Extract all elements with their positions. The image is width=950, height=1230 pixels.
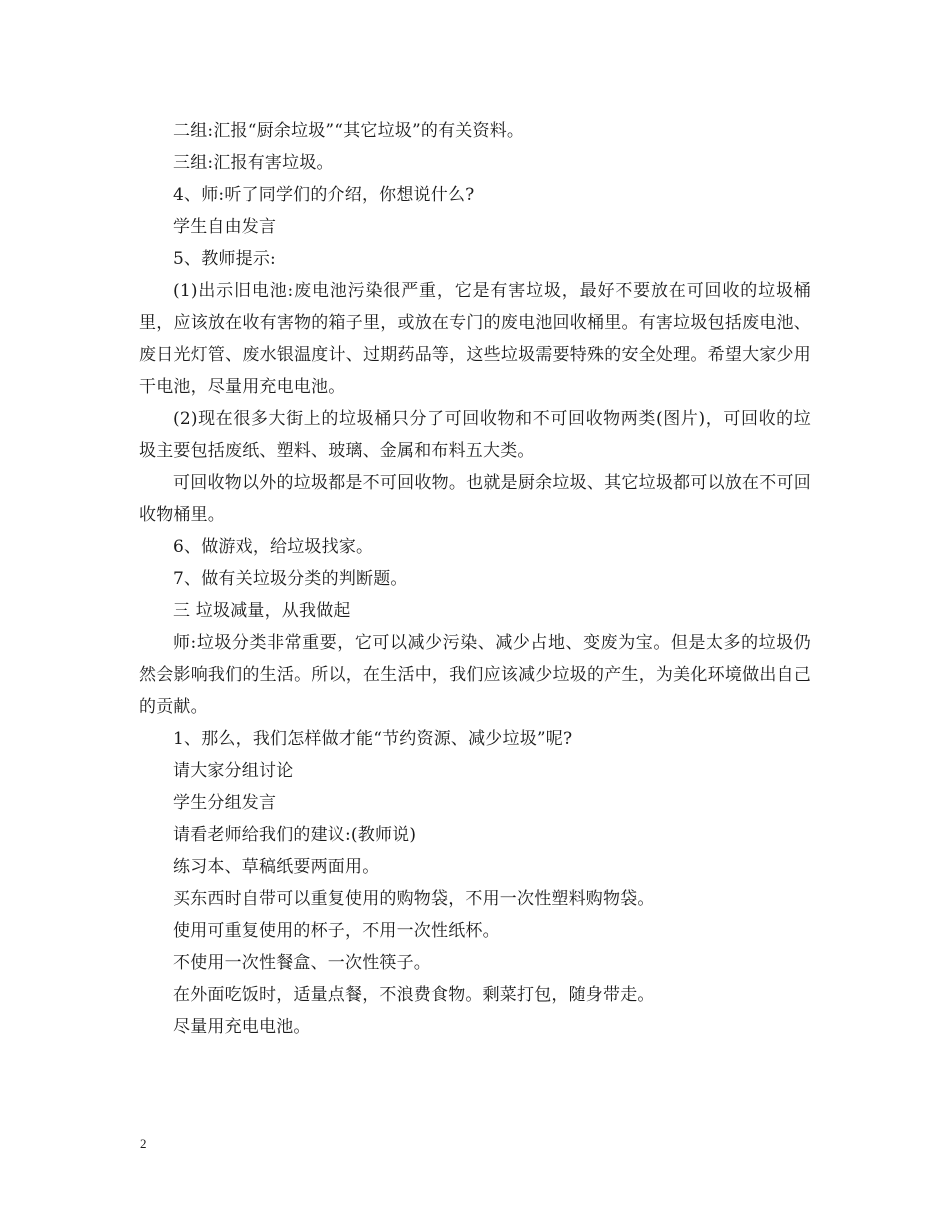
paragraph-old-battery: (1)出示旧电池:废电池污染很严重，它是有害垃圾，最好不要放在可回收的垃圾桶里，应该放在收有害物的箱子里，或放在专门的废电池回收桶里。有害垃圾包括废电池、废日光灯管、废水银温度计、过期药品等，这些垃圾需要特殊的安全处理。希望大家少用干电池，尽量用充电电池。 xyxy=(139,281,811,397)
paragraph-street-bins: (2)现在很多大街上的垃圾桶只分了可回收物和不可回收物两类(图片)，可回收的垃圾主要包括废纸、塑料、玻璃、金属和布料五大类。 xyxy=(139,409,811,461)
paragraph-step7-quiz: 7、做有关垃圾分类的判断题。 xyxy=(173,569,408,589)
paragraph-group-discussion: 请大家分组讨论 xyxy=(173,761,294,781)
paragraph-group-speech: 学生分组发言 xyxy=(173,793,277,813)
paragraph-advice-bags: 买东西时自带可以重复使用的购物袋，不用一次性塑料购物袋。 xyxy=(173,889,655,909)
paragraph-step4-question: 4、师:听了同学们的介绍，你想说什么? xyxy=(173,185,475,205)
paragraph-step6-game: 6、做游戏，给垃圾找家。 xyxy=(173,537,374,557)
page-content xyxy=(139,115,811,1043)
paragraph-advice-batteries: 尽量用充电电池。 xyxy=(173,1017,311,1037)
paragraph-advice-utensils: 不使用一次性餐盒、一次性筷子。 xyxy=(173,953,431,973)
section-heading-reduce-waste: 三 垃圾减量，从我做起 xyxy=(173,601,351,621)
paragraph-group3-report: 三组:汇报有害垃圾。 xyxy=(173,153,334,173)
paragraph-teacher-advice: 请看老师给我们的建议:(教师说) xyxy=(173,825,417,845)
paragraph-free-speech: 学生自由发言 xyxy=(173,217,277,237)
paragraph-advice-food: 在外面吃饭时，适量点餐，不浪费食物。剩菜打包，随身带走。 xyxy=(173,985,655,1005)
page-number: 2 xyxy=(140,1136,147,1151)
paragraph-advice-paper: 练习本、草稿纸要两面用。 xyxy=(173,857,380,877)
paragraph-teacher-sorting: 师:垃圾分类非常重要，它可以减少污染、减少占地、变废为宝。但是太多的垃圾仍然会影响我们的生活。所以，在生活中，我们应该减少垃圾的产生，为美化环境做出自己的贡献。 xyxy=(139,633,811,717)
paragraph-advice-cups: 使用可重复使用的杯子，不用一次性纸杯。 xyxy=(173,921,500,941)
paragraph-step1-question: 1、那么，我们怎样做才能“节约资源、减少垃圾”呢? xyxy=(173,729,573,749)
paragraph-group2-report: 二组:汇报“厨余垃圾”“其它垃圾”的有关资料。 xyxy=(173,121,525,141)
paragraph-step5-hint: 5、教师提示: xyxy=(173,249,276,269)
paragraph-non-recyclable: 可回收物以外的垃圾都是不可回收物。也就是厨余垃圾、其它垃圾都可以放在不可回收物桶里。 xyxy=(139,473,811,525)
